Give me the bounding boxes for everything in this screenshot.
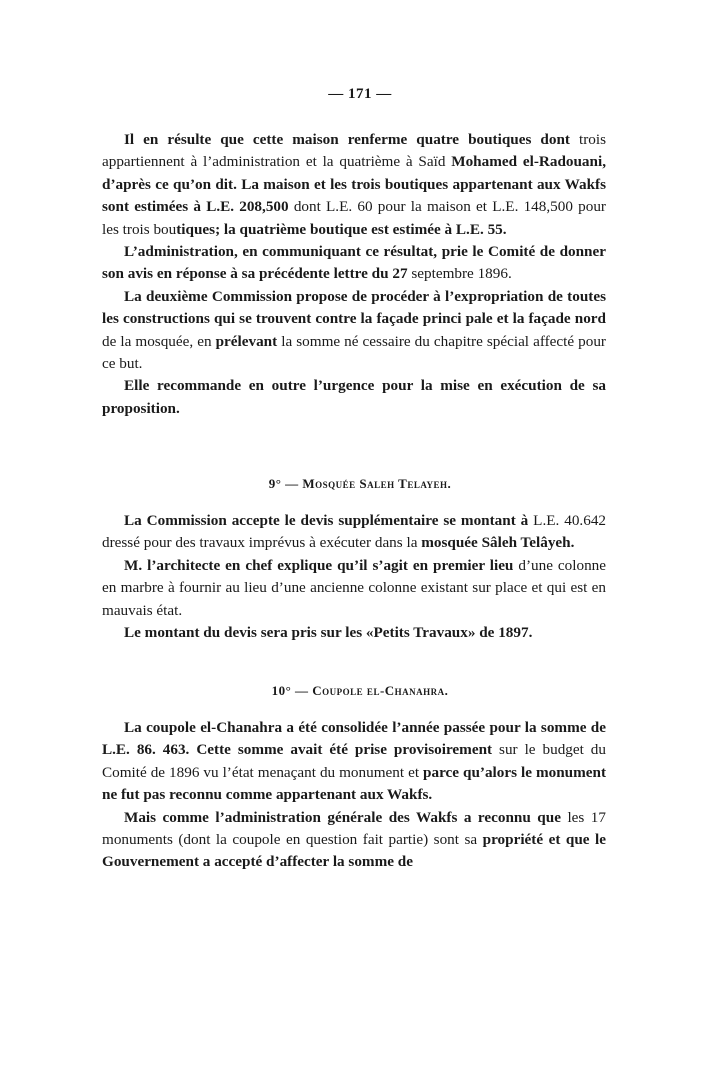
text-run: mosquée Sâleh Telâyeh. <box>421 534 575 552</box>
paragraph-administration-wakfs <box>102 807 606 874</box>
text-run: d’une colonne en marbre à fournir au lieu d’une ancienne colonne existant sur place et qui est en mauvais état. <box>102 556 606 619</box>
text-run: Mohamed el-Radouani, d’après ce qu’on dit. La maison et les trois boutiques appartenant aux Wakfs sont estimées à L.E. 208,500 <box>102 153 606 216</box>
paragraph-devis-supplementaire <box>102 510 606 555</box>
paragraph-montant-devis <box>102 622 606 644</box>
text-run: les 17 monuments (dont la coupole en question fait partie) sont sa <box>102 808 606 849</box>
text-run: propriété et que le Gouvernement a accepté d’affecter la somme de <box>102 831 606 871</box>
text-run: Elle recommande en outre l’urgence pour la mise en exécution de sa proposition. <box>102 377 606 417</box>
text-run: dont L.E. 60 pour la maison et L.E. 148,500 pour les trois bou <box>102 198 606 238</box>
section-10-body <box>102 717 606 874</box>
text-run: Mais comme l’administration générale des Wakfs a reconnu que <box>124 808 561 826</box>
text-run: Il en résulte que cette maison renferme quatre boutiques dont <box>124 131 570 148</box>
section-heading-mosquee-saleh: 9° — Mosquée Saleh Telayeh. <box>268 476 452 491</box>
text-run: Le montant du devis sera pris sur les «Petits Travaux» de 1897. <box>124 624 533 642</box>
text-run: septembre 1896. <box>407 265 512 283</box>
paragraph-coupole-consolidee <box>102 717 606 807</box>
paragraph-maison-boutiques <box>102 129 606 241</box>
text-run: La deuxième Commission propose de procéder à l’expropriation de toutes les constructions qui se trouvent contre la façade princi pale et la façade nord <box>102 287 606 328</box>
text-run: L.E. 40.642 dressé pour des travaux imprévus à exécuter dans la <box>102 512 607 552</box>
section-9-body <box>102 510 606 644</box>
intro-section <box>102 129 606 420</box>
text-run: de la mosquée, en <box>102 332 216 350</box>
text-run: M. l’architecte en chef explique qu’il s’agit en premier lieu <box>124 556 514 574</box>
paragraph-administration <box>102 241 606 286</box>
text-run: parce qu’alors le monument ne fut pas reconnu comme appartenant aux Wakfs. <box>102 763 606 804</box>
section-heading-coupole: 10° — Coupole el-Chanahra. <box>271 683 449 698</box>
page-number: — 171 — <box>328 86 392 102</box>
paragraph-deuxieme-commission <box>102 286 606 376</box>
text-run: tiques; la quatrième boutique est estimée à L.E. 55. <box>176 220 507 238</box>
text-run: La coupole el-Chanahra a été consolidée l’année passée pour la somme de L.E. 86. 463. Cette somme avait été prise provisoirement <box>102 719 606 759</box>
paragraph-architecte <box>102 555 606 622</box>
text-run: L’administration, en communiquant ce résultat, prie le Comité de donner son avis en réponse à sa précédente lettre du 27 <box>102 243 606 283</box>
text-run: la somme né cessaire du chapitre spécial affecté pour ce but. <box>102 332 606 373</box>
text-run: La Commission accepte le devis supplémentaire se montant à <box>124 512 529 529</box>
text-run: sur le budget du Comité de 1896 vu l’état menaçant du monument et <box>102 741 606 781</box>
paragraph-urgence <box>102 375 606 420</box>
text-run: prélevant <box>215 332 278 350</box>
text-run: trois appartiennent à l’administration et la quatrième à Saïd <box>102 131 606 171</box>
